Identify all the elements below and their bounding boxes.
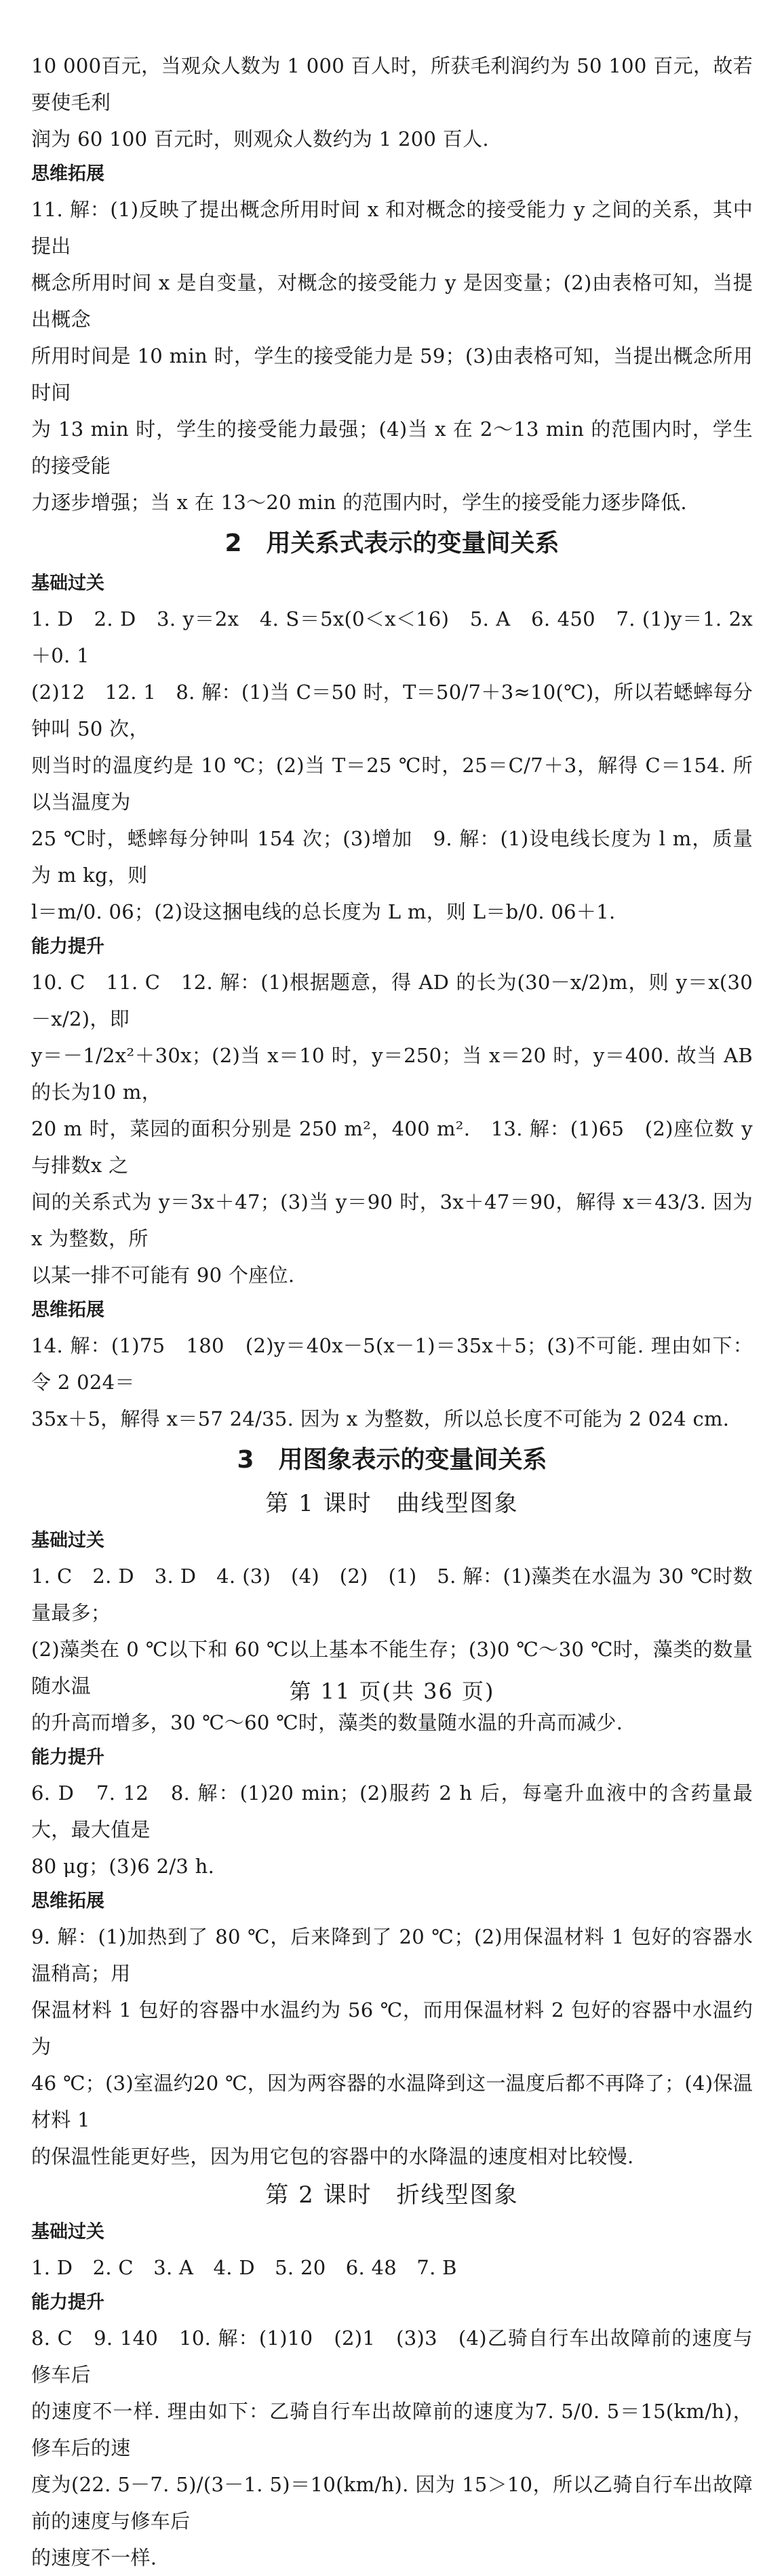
text-line: 10 000百元，当观众人数为 1 000 百人时，所获毛利润约为 50 100 百元，故若要使毛利 xyxy=(31,54,753,114)
intro-paragraph xyxy=(31,47,753,157)
text-line: 的速度不一样. 理由如下：乙骑自行车出故障前的速度为7. 5/0. 5＝15(km/h)，修车后的速 xyxy=(31,2400,753,2459)
answer-paragraph xyxy=(31,1918,753,2175)
text-line: 度为(22. 5－7. 5)/(3－1. 5)＝10(km/h). 因为 15＞10，所以乙骑自行车出故障前的速度与修车后 xyxy=(31,2473,753,2533)
text-line: 的速度不一样. xyxy=(31,2546,157,2569)
answer-paragraph xyxy=(31,2249,753,2286)
text-line: 概念所用时间 x 是自变量，对概念的接受能力 y 是因变量；(2)由表格可知，当提出概念 xyxy=(31,271,753,331)
text-line: 35x＋5，解得 x＝57 24/35. 因为 x 为整数，所以总长度不可能为 2 024 cm. xyxy=(31,1407,730,1430)
subsection-heading: 思维拓展 xyxy=(31,163,104,184)
section-title: 3 用图象表示的变量间关系 xyxy=(237,1446,547,1474)
subsection-heading: 基础过关 xyxy=(31,573,104,594)
text-line: 20 m 时，菜园的面积分别是 250 m²，400 m². 13. 解：(1)65 (2)座位数 y 与排数x 之 xyxy=(31,1117,753,1177)
answer-paragraph xyxy=(31,191,753,521)
subsection-heading: 思维拓展 xyxy=(31,1300,104,1321)
text-line: 46 ℃；(3)室温约20 ℃，因为两容器的水温降到这一温度后都不再降了；(4)保温材料 1 xyxy=(31,2072,753,2131)
text-line: 间的关系式为 y＝3x＋47；(3)当 y＝90 时，3x＋47＝90，解得 x＝43/3. 因为 x 为整数，所 xyxy=(31,1190,753,1250)
text-line: (2)藻类在 0 ℃以下和 60 ℃以上基本不能生存；(3)0 ℃～30 ℃时，藻类的数量随水温 xyxy=(31,1638,753,1697)
text-line: 6. D 7. 12 8. 解：(1)20 min；(2)服药 2 h 后，每毫升血液中的含药量最大，最大值是 xyxy=(31,1782,753,1841)
text-line: 以某一排不可能有 90 个座位. xyxy=(31,1264,295,1287)
answer-paragraph xyxy=(31,1558,753,1741)
text-line: 则当时的温度约是 10 ℃；(2)当 T＝25 ℃时，25＝C/7＋3，解得 C＝154. 所以当温度为 xyxy=(31,754,753,813)
text-line: 25 ℃时，蟋蟀每分钟叫 154 次；(3)增加 9. 解：(1)设电线长度为 l m，质量为 m kg，则 xyxy=(31,827,753,887)
page-footer: 第 11 页(共 36 页) xyxy=(289,1678,495,1704)
answer-paragraph xyxy=(31,964,753,1293)
subsection-heading: 基础过关 xyxy=(31,1530,104,1551)
text-line: 润为 60 100 百元时，则观众人数约为 1 200 百人. xyxy=(31,127,489,150)
section-title: 2 用关系式表示的变量间关系 xyxy=(224,529,560,557)
answer-paragraph xyxy=(31,601,753,930)
text-line: 1. D 2. D 3. y＝2x 4. S＝5x(0＜x＜16) 5. A 6. 450 7. (1)y＝1. 2x＋0. 1 xyxy=(31,607,753,667)
text-line: 的升高而增多，30 ℃～60 ℃时，藻类的数量随水温的升高而减少. xyxy=(31,1711,623,1734)
page-content xyxy=(31,47,753,2576)
answer-paragraph xyxy=(31,2320,753,2576)
lesson-title: 第 2 课时 折线型图象 xyxy=(265,2181,519,2209)
text-line: 1. C 2. D 3. D 4. (3) (4) (2) (1) 5. 解：(1)藻类在水温为 30 ℃时数量最多； xyxy=(31,1565,753,1624)
text-line: 的保温性能更好些，因为用它包的容器中的水降温的速度相对比较慢. xyxy=(31,2145,634,2168)
text-line: l＝m/0. 06；(2)设这捆电线的总长度为 L m，则 L＝b/0. 06＋1. xyxy=(31,900,616,923)
answer-paragraph xyxy=(31,1775,753,1885)
text-line: 11. 解：(1)反映了提出概念所用时间 x 和对概念的接受能力 y 之间的关系，其中提出 xyxy=(31,198,753,258)
text-line: 10. C 11. C 12. 解：(1)根据题意，得 AD 的长为(30－x/2)m，则 y＝x(30－x/2)，即 xyxy=(31,971,753,1030)
subsection-heading: 能力提升 xyxy=(31,1747,104,1768)
text-line: 8. C 9. 140 10. 解：(1)10 (2)1 (3)3 (4)乙骑自行车出故障前的速度与修车后 xyxy=(31,2327,753,2386)
text-line: 80 μg；(3)6 2/3 h. xyxy=(31,1855,215,1878)
text-line: (2)12 12. 1 8. 解：(1)当 C＝50 时，T＝50/7＋3≈10(℃)，所以若蟋蟀每分钟叫 50 次， xyxy=(31,681,753,740)
text-line: 为 13 min 时，学生的接受能力最强；(4)当 x 在 2～13 min 的范围内时，学生的接受能 xyxy=(31,418,753,477)
text-line: y＝－1/2x²＋30x；(2)当 x＝10 时，y＝250；当 x＝20 时，y＝400. 故当 AB 的长为10 m， xyxy=(31,1044,753,1104)
subsection-heading: 基础过关 xyxy=(31,2221,104,2242)
lesson-title: 第 1 课时 曲线型图象 xyxy=(265,1490,519,1517)
subsection-heading: 思维拓展 xyxy=(31,1891,104,1912)
text-line: 所用时间是 10 min 时，学生的接受能力是 59；(3)由表格可知，当提出概念所用时间 xyxy=(31,344,753,404)
text-line: 力逐步增强；当 x 在 13～20 min 的范围内时，学生的接受能力逐步降低. xyxy=(31,491,687,514)
subsection-heading: 能力提升 xyxy=(31,2292,104,2313)
text-line: 保温材料 1 包好的容器中水温约为 56 ℃，而用保温材料 2 包好的容器中水温约为 xyxy=(31,1998,753,2058)
text-line: 9. 解：(1)加热到了 80 ℃，后来降到了 20 ℃；(2)用保温材料 1 包好的容器水温稍高；用 xyxy=(31,1925,753,1985)
answer-paragraph xyxy=(31,1327,753,1437)
text-line: 1. D 2. C 3. A 4. D 5. 20 6. 48 7. B xyxy=(31,2256,457,2279)
text-line: 14. 解：(1)75 180 (2)y＝40x－5(x－1)＝35x＋5；(3)不可能. 理由如下：令 2 024＝ xyxy=(31,1334,753,1394)
subsection-heading: 能力提升 xyxy=(31,936,104,957)
